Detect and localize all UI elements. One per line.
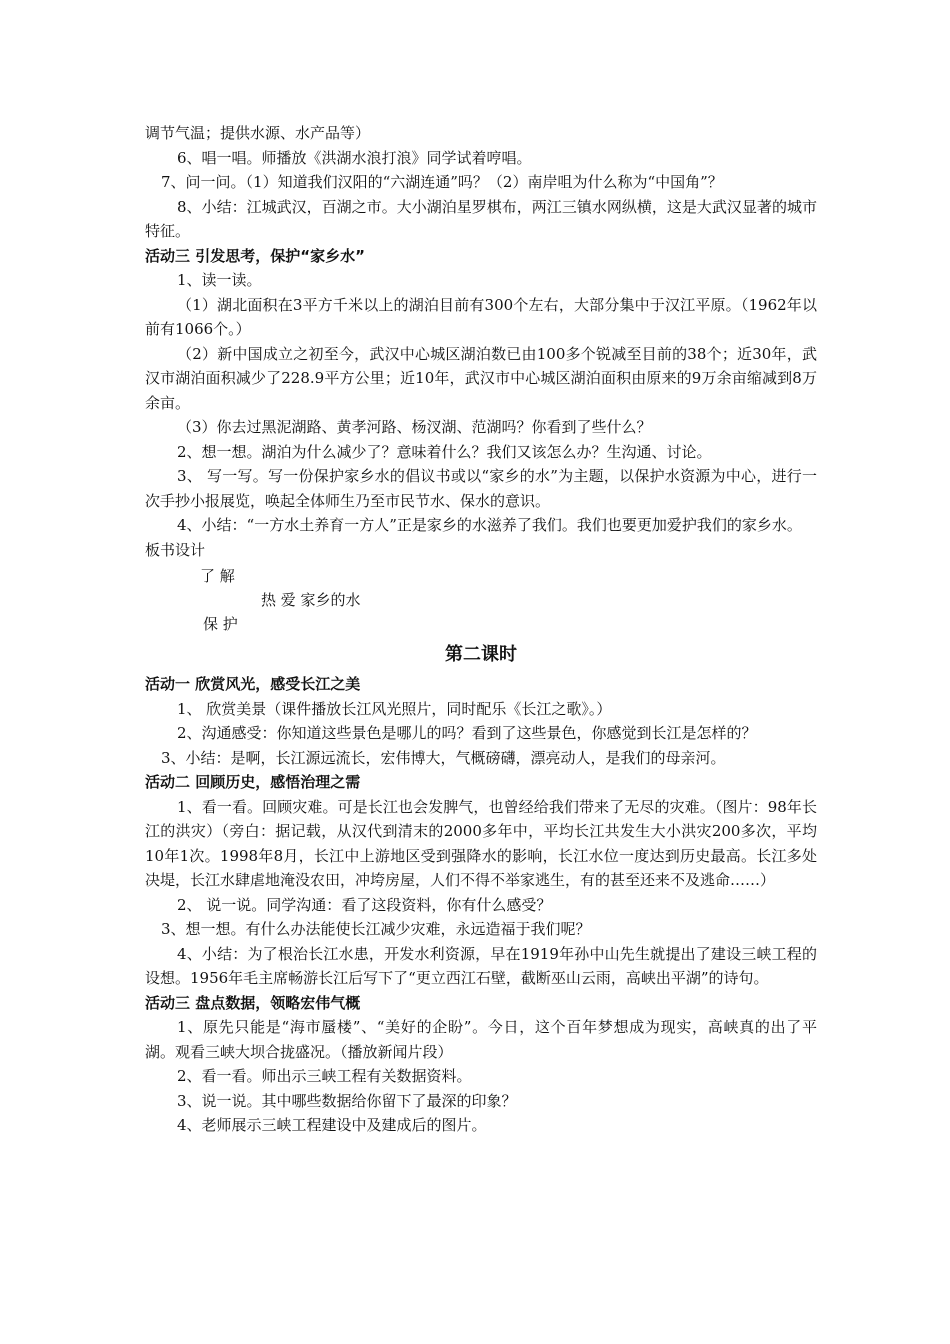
item-read: 1、读一读。 <box>177 271 262 289</box>
board-design <box>145 562 817 636</box>
activity-heading: 活动三 盘点数据，领略宏伟气概 <box>145 993 361 1012</box>
lesson-title: 第二课时 <box>445 644 517 665</box>
item-communicate: 2、沟通感受：你知道这些景色是哪儿的吗？看到了这些景色，你感觉到长江是怎样的？ <box>177 724 757 742</box>
activity-heading: 活动一 欣赏风光，感受长江之美 <box>145 675 361 693</box>
item-write: 3、 写一写。写一份保护家乡水的倡议书或以“家乡的水”为主题，以保护水资源为中心，进行一次手抄小报展览，唤起全体师生乃至市民节水、保水的意识。 <box>145 467 817 510</box>
board-line-protect: 保 护 <box>203 615 238 633</box>
item-dream: 1、原先只能是“海市蜃楼”、“美好的企盼”。今日，这个百年梦想成为现实，高峡真的出了平湖。观看三峡大坝合拢盛况。（播放新闻片段） <box>145 1018 817 1061</box>
paragraph-continuation: 调节气温；提供水源、水产品等） <box>145 124 371 142</box>
board-design-title: 板书设计 <box>145 540 206 559</box>
item-think: 2、想一想。湖泊为什么减少了？意味着什么？我们又该怎么办？生沟通、讨论。 <box>177 442 712 461</box>
item-look: 2、看一看。师出示三峡工程有关数据资料。 <box>177 1067 472 1085</box>
activity-heading: 活动二 回顾历史，感悟治理之需 <box>145 773 361 791</box>
item-conclusion: 4、小结：“一方水土养育一方人”正是家乡的水滋养了我们。我们也要更加爱护我们的家乡水。 <box>177 516 802 534</box>
item-enjoy: 1、 欣赏美景（课件播放长江风光照片，同时配乐《长江之歌》。） <box>177 699 612 718</box>
read-point-1: （1）湖北面积在3平方千米以上的湖泊目前有300个左右，大部分集中于汉江平原。（1962年以前有1066个。） <box>145 295 817 338</box>
read-point-2: （2）新中国成立之初至今，武汉中心城区湖泊数已由100多个锐减至目前的38个；近30年，武汉市湖泊面积减少了228.9平方公里；近10年，武汉市中心城区湖泊面积由原来的9万余亩缩减到8万余亩。 <box>145 344 817 412</box>
board-line-love: 热 爱 家乡的水 <box>261 591 361 609</box>
item-show-pictures: 4、老师展示三峡工程建设中及建成后的图片。 <box>177 1116 487 1134</box>
item-summary: 3、小结：是啊，长江源远流长，宏伟博大，气概磅礴，漂亮动人，是我们的母亲河。 <box>161 748 726 767</box>
item-ask: 7、问一问。（1）知道我们汉阳的“六湖连通”吗？（2）南岸咀为什么称为“中国角”？ <box>161 173 723 191</box>
activity-heading: 活动三 引发思考，保护“家乡水” <box>145 246 365 265</box>
item-summary: 8、小结：江城武汉，百湖之市。大小湖泊星罗棋布，两江三镇水网纵横，这是大武汉显著的城市特征。 <box>145 197 817 240</box>
document-body <box>145 121 817 1138</box>
item-say: 3、说一说。其中哪些数据给你留下了最深的印象？ <box>177 1091 517 1110</box>
read-point-3: （3）你去过黑泥湖路、黄孝河路、杨汊湖、范湖吗？你看到了些什么？ <box>177 418 652 436</box>
item-summary: 4、小结：为了根治长江水患，开发水利资源，早在1919年孙中山先生就提出了建设三峡工程的设想。1956年毛主席畅游长江后写下了“更立西江石壁，截断巫山云雨，高峡出平湖”的诗句。 <box>145 944 817 987</box>
item-sing: 6、唱一唱。师播放《洪湖水浪打浪》同学试着哼唱。 <box>177 148 532 167</box>
item-think: 3、想一想。有什么办法能使长江减少灾难，永远造福于我们呢？ <box>161 920 591 938</box>
item-look: 1、看一看。回顾灾难。可是长江也会发脾气，也曾经给我们带来了无尽的灾难。（图片：98年长江的洪灾）（旁白：据记载，从汉代到清末的2000多年中，平均长江共发生大小洪灾200多次，平均10年1次。1998年8月，长江中上游地区受到强降水的影响，长江水位一度达到历史最高。长江多处决堤，长江水肆虐地淹没农田，冲垮房屋，人们不得不举家逃生，有的甚至还来不及逃命……） <box>145 797 817 889</box>
item-say: 2、 说一说。同学沟通：看了这段资料，你有什么感受？ <box>177 895 552 914</box>
board-line-understand: 了 解 <box>200 567 235 585</box>
